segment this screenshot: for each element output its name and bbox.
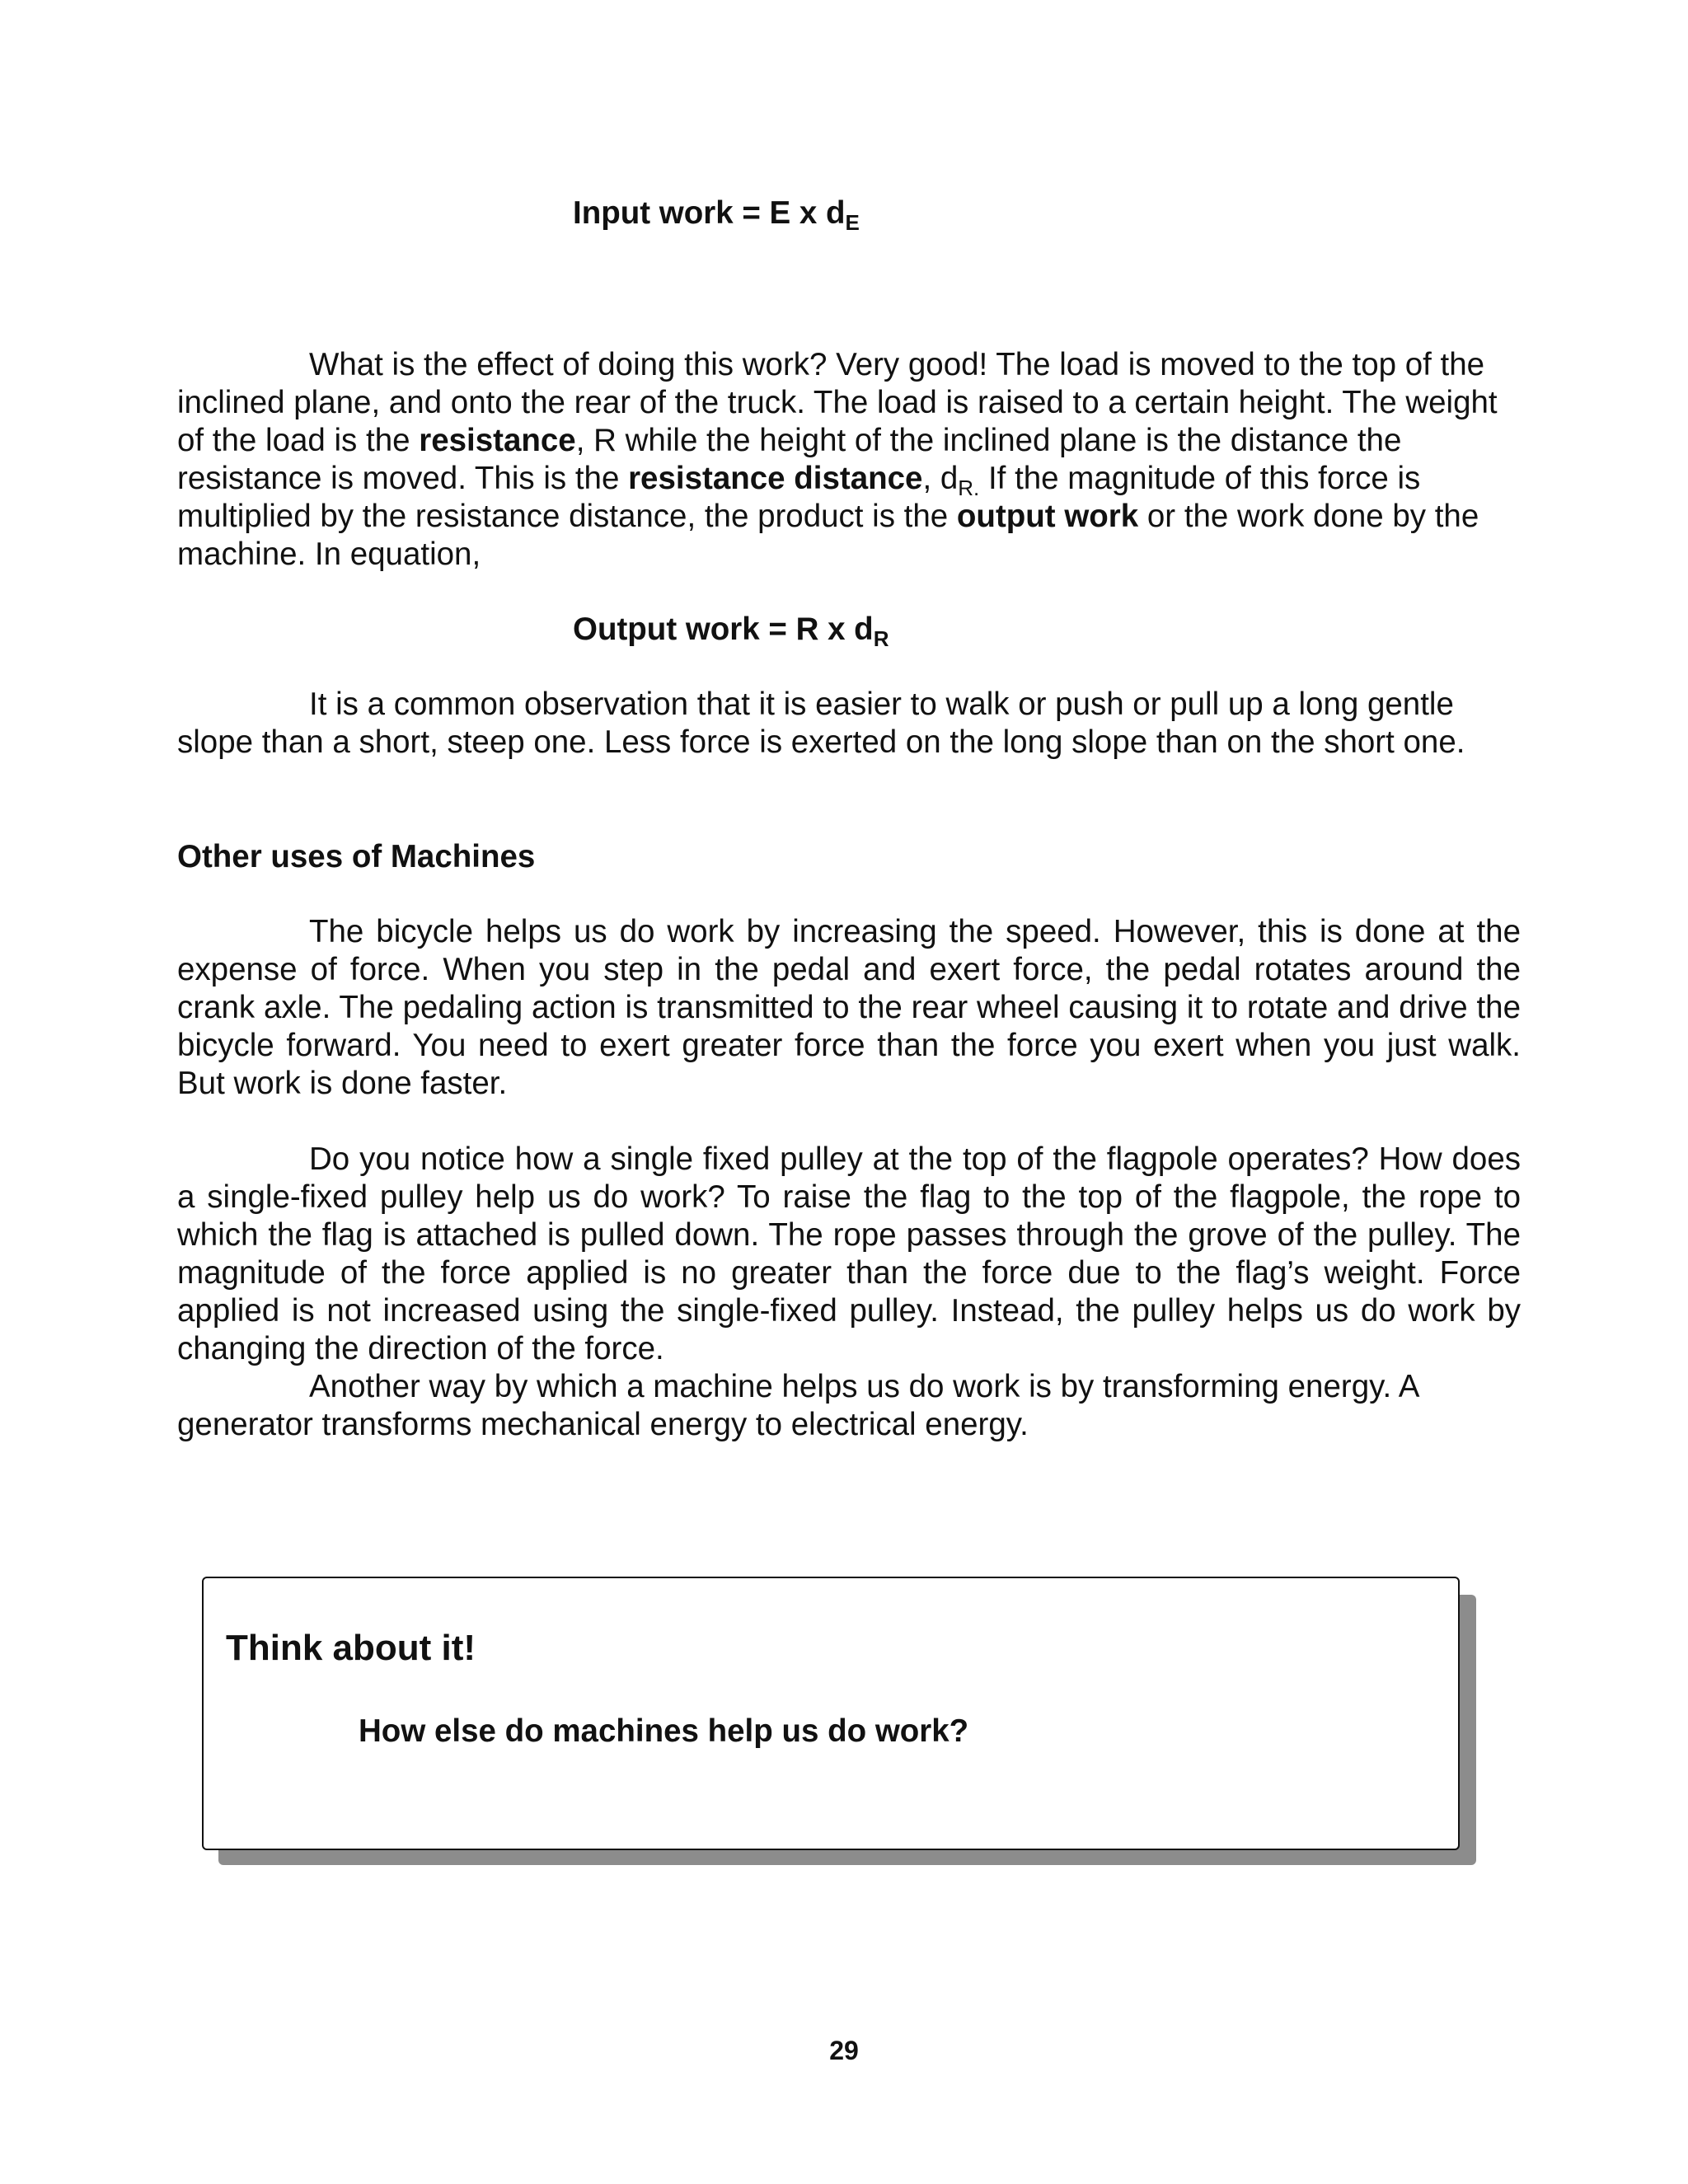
bold-term-resistance-distance: resistance distance bbox=[628, 461, 923, 496]
paragraph-resistance bbox=[177, 346, 1521, 574]
think-box-question: How else do machines help us do work? bbox=[359, 1713, 969, 1749]
page-number: 29 bbox=[829, 2036, 859, 2065]
bold-term-resistance: resistance bbox=[419, 423, 576, 458]
section-heading: Other uses of Machines bbox=[177, 839, 536, 874]
output-work-equation-text: Output work = R x d bbox=[573, 612, 874, 647]
input-work-equation bbox=[573, 194, 860, 235]
paragraph-generator: Another way by which a machine helps us do work is by transforming energy. A generator transforms mechanical energy to electrical energy. bbox=[177, 1369, 1418, 1442]
think-box-title: Think about it! bbox=[226, 1628, 476, 1668]
think-about-it-box bbox=[202, 1577, 1460, 1850]
output-work-equation bbox=[573, 611, 889, 649]
paragraph-pulley: Do you notice how a single fixed pulley at the top of the flagpole operates? How does a single-fixed pulley help us do work? To raise the flag to the top of the flagpole, the rope to which the flag is attached is pulled down. The rope passes through the grove of the pulley. The magnitude of the force applied is no greater than the force due to the flag’s weight. Force applied is not increased using the single-fixed pulley. Instead, the pulley helps us do work by changing the direction of the force. bbox=[177, 1141, 1521, 1366]
resistance-distance-subscript: R. bbox=[958, 476, 980, 500]
paragraph-bicycle: The bicycle helps us do work by increasing the speed. However, this is done at the expense of force. When you step in the pedal and exert force, the pedal rotates around the crank axle. The pedaling action is transmitted to the rear wheel causing it to rotate and drive the bicycle forward. You need to exert greater force than the force you exert when you just walk. But work is done faster. bbox=[177, 914, 1521, 1101]
input-work-subscript: E bbox=[845, 210, 860, 235]
paragraph-text: , d bbox=[922, 461, 959, 496]
output-work-subscript: R bbox=[873, 626, 889, 651]
paragraph-text: or the work done by the machine. In equation, bbox=[177, 499, 1479, 572]
bold-term-output-work: output work bbox=[956, 499, 1139, 534]
input-work-equation-text: Input work = E x d bbox=[573, 195, 846, 231]
paragraph-text: What is the effect of doing this work? Very good! The load is moved to the top of the inclined plane, and onto the rear of the truck. The load is raised to a certain height. The weight of the load is the bbox=[177, 347, 1498, 458]
paragraph-text: If the magnitude of this force is multiplied by the resistance distance, the product is the bbox=[177, 461, 1421, 534]
paragraph-slope: It is a common observation that it is easier to walk or push or pull up a long gentle slope than a short, steep one. Less force is exerted on the long slope than on the short one. bbox=[177, 687, 1465, 760]
paragraph-text: , R while the height of the inclined plane is the distance the resistance is moved. This is the bbox=[177, 423, 1402, 496]
